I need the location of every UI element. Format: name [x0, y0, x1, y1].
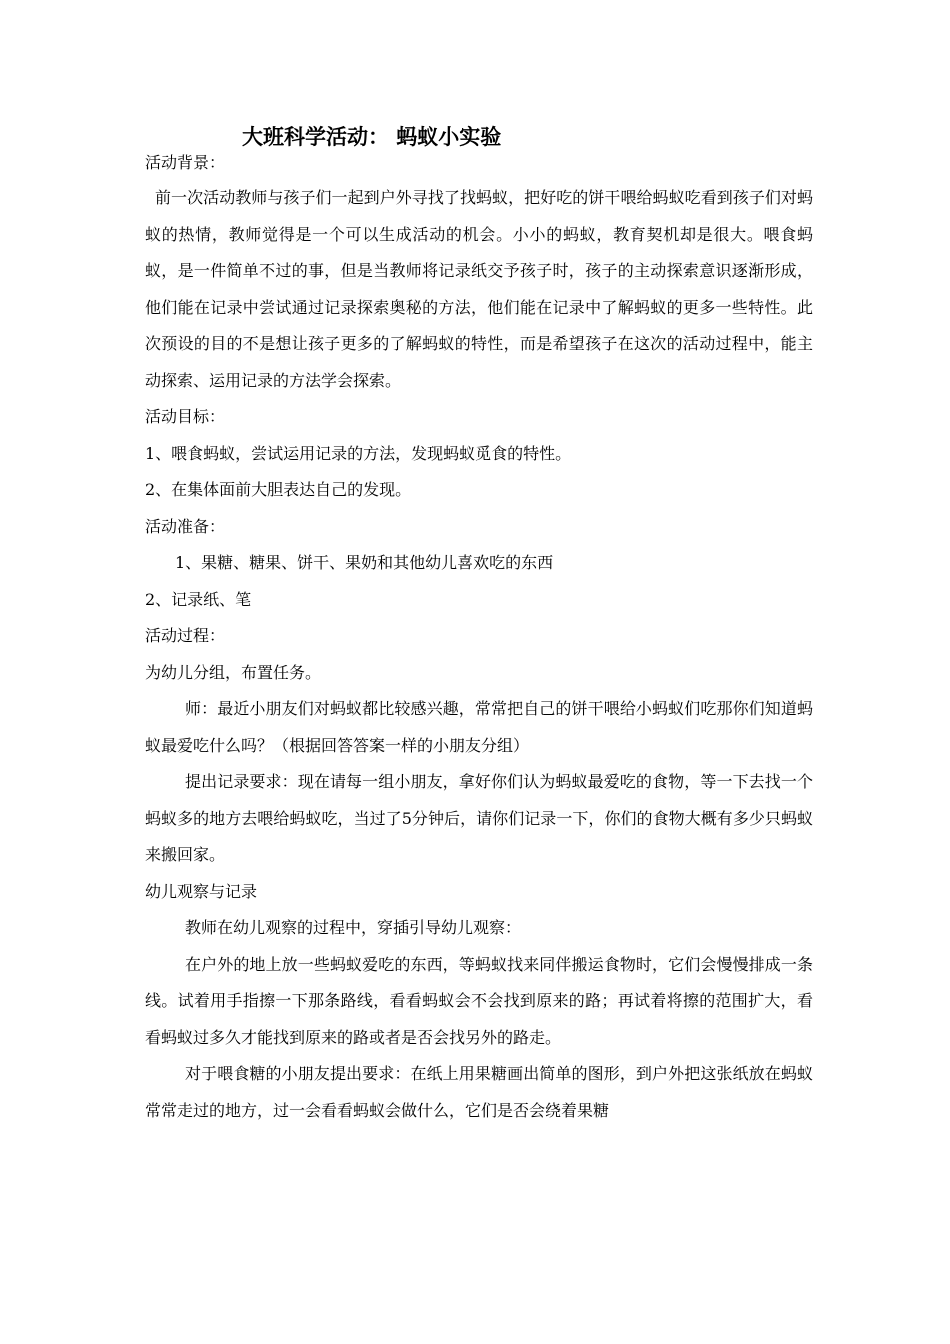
goal-item-2: 2、在集体面前大胆表达自己的发现。 — [145, 480, 412, 499]
document-body — [145, 150, 813, 1129]
process-grouping: 为幼儿分组，布置任务。 — [145, 662, 322, 682]
background-paragraph: 前一次活动教师与孩子们一起到户外寻找了找蚂蚁，把好吃的饼干喂给蚂蚁吃看到孩子们对蚂蚁的热情，教师觉得是一个可以生成活动的机会。小小的蚂蚁，教育契机却是很大。喂食蚂蚁，是一件简单不过的事，但是当教师将记录纸交予孩子时，孩子的主动探索意识逐渐形成，他们能在记录中尝试通过记录探索奥秘的方法，他们能在记录中了解蚂蚁的更多一些特性。此次预设的目的不是想让孩子更多的了解蚂蚁的特性，而是希望孩子在这次的活动过程中，能主动探索、运用记录的方法学会探索。 — [145, 188, 813, 390]
record-requirement-paragraph: 提出记录要求：现在请每一组小朋友，拿好你们认为蚂蚁最爱吃的食物，等一下去找一个蚂蚁多的地方去喂给蚂蚁吃，当过了5分钟后，请你们记录一下，你们的食物大概有多少只蚂蚁来搬回家。 — [145, 772, 813, 864]
preparation-heading: 活动准备： — [145, 516, 226, 536]
observation-heading: 幼儿观察与记录 — [145, 881, 258, 901]
teacher-question-paragraph: 师：最近小朋友们对蚂蚁都比较感兴趣，常常把自己的饼干喂给小蚂蚁们吃那你们知道蚂蚁最爱吃什么吗？（根据回答答案一样的小朋友分组） — [145, 699, 813, 755]
goals-heading: 活动目标： — [145, 407, 226, 426]
observation-guide-paragraph: 教师在幼儿观察的过程中，穿插引导幼儿观察： — [185, 918, 522, 937]
sugar-requirement-paragraph: 对于喂食糖的小朋友提出要求：在纸上用果糖画出简单的图形，到户外把这张纸放在蚂蚁常常走过的地方，过一会看看蚂蚁会做什么，它们是否会绕着果糖 — [145, 1064, 813, 1120]
goal-item-1: 1、喂食蚂蚁，尝试运用记录的方法，发现蚂蚁觅食的特性。 — [145, 443, 572, 463]
background-heading: 活动背景： — [145, 153, 226, 172]
document-title: 大班科学活动： 蚂蚁小实验 — [242, 124, 502, 149]
process-heading: 活动过程： — [145, 626, 226, 645]
observation-path-paragraph: 在户外的地上放一些蚂蚁爱吃的东西，等蚂蚁找来同伴搬运食物时，它们会慢慢排成一条线。试着用手指擦一下那条路线，看看蚂蚁会不会找到原来的路；再试着将擦的范围扩大，看看蚂蚁过多久才能找到原来的路或者是否会找另外的路走。 — [145, 954, 813, 1047]
preparation-item-1: 1、果糖、糖果、饼干、果奶和其他幼儿喜欢吃的东西 — [175, 553, 554, 572]
preparation-item-2: 2、记录纸、笔 — [145, 589, 252, 609]
